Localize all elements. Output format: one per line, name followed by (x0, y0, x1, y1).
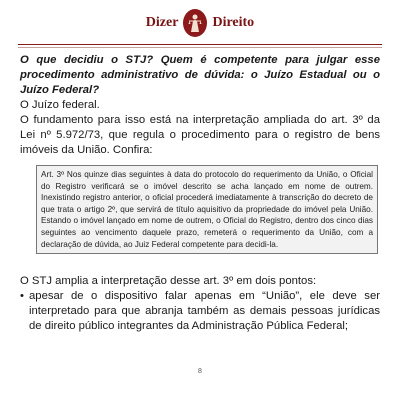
law-quote-box: Art. 3º Nos quinze dias seguintes à data do protocolo do requerimento da União, o Oficial do Registro verificará se o imóvel descrito se acha lançado em nome de outrem. Inexistindo registro anterior, o oficial procederá imediatamente à transcrição do decreto de que trata o artigo 2º, que servirá de título aquisitivo da propriedade do imóvel pela União. Estando o imóvel lançado em nome de outrem, o Oficial do Registro, dentro dos cinco dias seguintes ao vencimento daquele prazo, remeterá o requerimento da União, com a declaração de dúvida, ao Juiz Federal competente para decidi-la. (36, 165, 378, 254)
slide-content (20, 53, 380, 334)
header (0, 0, 400, 46)
header-divider-secondary (18, 47, 382, 48)
page-number: 8 (198, 368, 202, 375)
question-heading: O que decidiu o STJ? Quem é competente para julgar esse procedimento administrativo de dúvida: o Juízo Estadual ou o Juízo Federal? (20, 54, 380, 96)
header-divider (18, 44, 382, 45)
brand-left-text: Dizer (145, 15, 179, 30)
bullet-item (20, 289, 380, 334)
bullet-icon: • (20, 290, 24, 303)
spacer (20, 254, 380, 274)
brand-right-text: Direito (212, 15, 255, 30)
bullet-text: apesar de o dispositivo falar apenas em “União”, ele deve ser interpretado para que abranja também as demais pessoas jurídicas de direito público integrantes da Administração Pública Federal; (29, 290, 380, 333)
stj-intro-text: O STJ amplia a interpretação desse art. 3º em dois pontos: (20, 275, 317, 288)
lady-justice-icon (183, 9, 207, 37)
foundation-text: O fundamento para isso está na interpretação ampliada do art. 3º da Lei nº 5.972/73, que regula o procedimento para o registro de bens imóveis da União. Confira: (20, 114, 380, 156)
brand-logo (146, 9, 254, 37)
answer-text: O Juízo federal. (20, 99, 100, 111)
